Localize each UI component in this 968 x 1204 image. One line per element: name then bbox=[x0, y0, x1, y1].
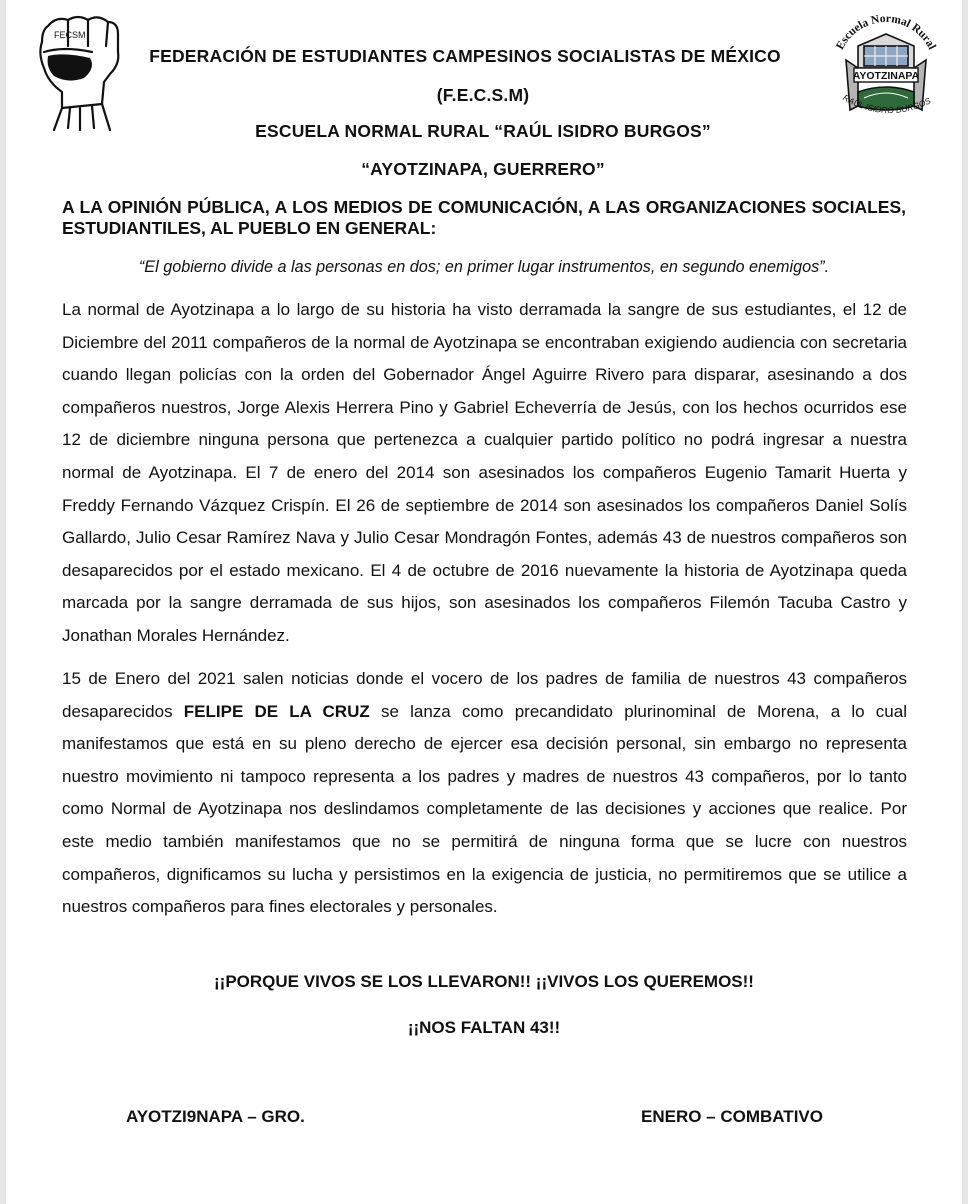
history-paragraph: La normal de Ayotzinapa a lo largo de su historia ha visto derramada la sangre de sus estudiantes, el 12 de Diciembre del 2011 compañeros de la normal de Ayotzinapa se encontraban exigiendo audiencia con secretaria cuando llegan policías con la orden del Gobernador Ángel Aguirre Rivero para disparar, asesinando a dos compañeros nuestros, Jorge Alexis Herrera Pino y Gabriel Echeverría de Jesús, con los hechos ocurridos ese 12 de diciembre ninguna persona que pertenezca a cualquier partido político no podrá ingresar a nuestra normal de Ayotzinapa. El 7 de enero del 2014 son asesinados los compañeros Eugenio Tamarit Huerta y Freddy Fernando Vázquez Crispín. El 26 de septiembre de 2014 son asesinados los compañeros Daniel Solís Gallardo, Julio Cesar Ramírez Nava y Julio Cesar Mondragón Fontes, además 43 de nuestros compañeros son desaparecidos por el estado mexicano. El 4 de octubre de 2016 nuevamente la historia de Ayotzinapa queda marcada por la sangre derramada de sus hijos, son asesinados los compañeros Filemón Tacuba Castro y Jonathan Morales Hernández. bbox=[62, 300, 907, 645]
footer-date: ENERO – COMBATIVO bbox=[641, 1107, 823, 1126]
statement-text-before: 15 de Enero del 2021 salen noticias donde el vocero de los padres de familia de nuestros 43 compañeros desaparecidos bbox=[62, 669, 907, 721]
acronym-heading: (F.E.C.S.M) bbox=[436, 85, 530, 105]
seal-banner-text: AYOTZINAPA bbox=[852, 70, 920, 82]
school-heading: ESCUELA NORMAL RURAL “RAÚL ISIDRO BURGOS” bbox=[255, 121, 711, 141]
ayotzinapa-school-seal bbox=[824, 10, 948, 132]
fecsm-logo-text: FECSM bbox=[54, 30, 86, 40]
seal-bottom-text: RAÚL ISIDRO BURGOS bbox=[841, 92, 933, 116]
statement-text-after: se lanza como precandidato plurinominal de Morena, a lo cual manifestamos que está en su pleno derecho de ejercer esa decisión personal, sin embargo no representa nuestro movimiento ni tampoco representa a los padres y madres de nuestros 43 compañeros, por lo tanto como Normal de Ayotzinapa nos deslindamos completamente de las decisiones y acciones que realice. Por este medio también manifestamos que no se permitirá de ninguna forma que se lucre con nuestros compañeros, dignificamos su lucha y persistimos en la exigencia de justicia, no permitiremos que se utilice a nuestros compañeros para fines electorales y personales. bbox=[62, 701, 907, 917]
place-heading: “AYOTZINAPA, GUERRERO” bbox=[361, 159, 605, 179]
footer-location: AYOTZI9NAPA – GRO. bbox=[126, 1107, 305, 1126]
slogan-vivos: ¡¡PORQUE VIVOS SE LOS LLEVARON!! ¡¡VIVOS LOS QUEREMOS!! bbox=[214, 972, 754, 991]
epigraph-quote: “El gobierno divide a las personas en dos; en primer lugar instrumentos, en segundo enemigos”. bbox=[138, 258, 830, 276]
highlighted-name: FELIPE DE LA CRUZ bbox=[183, 701, 370, 721]
address-line: A LA OPINIÓN PÚBLICA, A LOS MEDIOS DE COMUNICACIÓN, A LAS ORGANIZACIONES SOCIALES, ESTUDIANTILES, AL PUEBLO EN GENERAL: bbox=[62, 197, 906, 238]
seal-top-text: Escuela Normal Rural bbox=[834, 12, 938, 52]
slogan-faltan-43: ¡¡NOS FALTAN 43!! bbox=[407, 1018, 561, 1037]
statement-paragraph bbox=[62, 663, 907, 924]
fecsm-fist-logo bbox=[34, 12, 126, 134]
federation-heading: FEDERACIÓN DE ESTUDIANTES CAMPESINOS SOCIALISTAS DE MÉXICO bbox=[149, 46, 781, 66]
